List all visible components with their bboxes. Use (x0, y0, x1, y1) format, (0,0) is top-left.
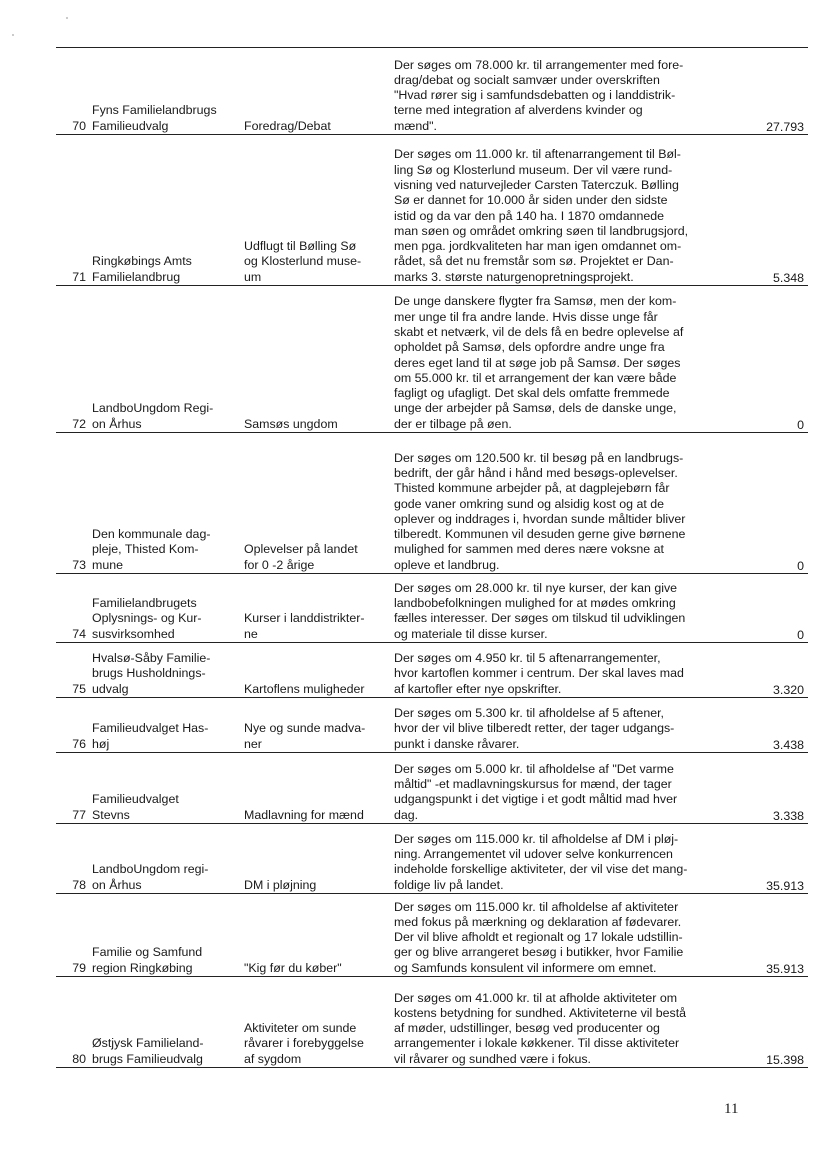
table-row (56, 573, 808, 643)
page-number: 11 (724, 1101, 739, 1117)
text-line: Stevns (92, 807, 130, 822)
text-line: De unge danskere flygter fra Samsø, men der kom- (394, 294, 677, 309)
table-row (56, 697, 808, 753)
project-description (394, 581, 739, 642)
project-description (394, 451, 739, 573)
row-number: 70 (72, 118, 86, 133)
text-line: Nye og sunde madva- (244, 721, 366, 736)
text-line: Der vil blive afholdt et regionalt og 17 lokale udstillin- (394, 930, 683, 945)
text-line: Der søges om 41.000 kr. til at afholde aktiviteter om (394, 990, 678, 1005)
project-title (244, 119, 384, 134)
text-line: gode vaner omkring sund og alsidig kost og at de (394, 496, 665, 511)
applicant-name (92, 651, 232, 697)
project-title (244, 961, 384, 976)
text-line: Thisted kommune arbejder på, at dagplejebørn får (394, 481, 670, 496)
text-line: Der søges om 5.000 kr. til afholdelse af "Det varme (394, 761, 674, 776)
table-row (56, 752, 808, 824)
text-line: unge der arbejder på Samsø, dels de danske unge, (394, 401, 677, 416)
row-number: 79 (72, 960, 86, 975)
text-line: Oplysnings- og Kur- (92, 611, 202, 626)
granted-amount: 3.438 (772, 737, 804, 752)
text-line: Familielandbrugets (92, 596, 197, 611)
text-line: indeholde forskellige aktiviteter, der vil vise det mang- (394, 862, 688, 877)
text-line: deres eget land til at søge job på Samsø. Der søges (394, 355, 681, 370)
granted-amount: 27.793 (766, 119, 804, 134)
text-line: man søen og området omkring søen til landbrugsjord, (394, 223, 689, 238)
text-line: mulighed for sammen med deres nære voksne at (394, 542, 664, 557)
text-line: susvirksomhed (92, 626, 175, 641)
text-line: hvor kartoflen kommer i centrum. Der skal laves mad (394, 666, 684, 681)
granted-amount: 5.348 (772, 270, 804, 285)
text-line: af kartofler efter nye opskrifter. (394, 681, 562, 696)
text-line: Der søges om 115.000 kr. til afholdelse af DM i pløj- (394, 831, 679, 846)
table-row (56, 976, 808, 1068)
project-title (244, 682, 384, 697)
text-line: skabt et netværk, vil de dels få en bedre oplevelse af (394, 324, 684, 339)
applicant-name (92, 945, 232, 976)
row-number: 72 (72, 416, 86, 431)
applicant-name (92, 862, 232, 893)
table-row (56, 285, 808, 433)
text-line: fælles interesser. Der søges om tilskud til udviklingen (394, 611, 686, 626)
text-line: dag. (394, 807, 419, 822)
text-line: Samsøs ungdom (244, 416, 338, 431)
text-line: rådet, så det nu fremstår som sø. Projektet er Dan- (394, 254, 674, 269)
text-line: af møder, udstillinger, besøg ved producenter og (394, 1021, 660, 1036)
text-line: tilberedt. Kommunen vil desuden gerne give børnene (394, 527, 686, 542)
text-line: fagligt og ufagligt. Det skal dels omfatte fremmede (394, 386, 670, 401)
project-title (244, 542, 384, 573)
text-line: opholdet på Samsø, dels opfordre andre unge fra (394, 340, 665, 355)
text-line: udvalg (92, 681, 129, 696)
table-row (56, 48, 808, 135)
text-line: måltid" -et madlavningskursus for mænd, der tager (394, 777, 672, 792)
text-line: og Samfunds konsulent vil informere om emnet. (394, 960, 657, 975)
text-line: udgangspunkt i det vigtige i et godt måltid mad hver (394, 792, 678, 807)
text-line: region Ringkøbing (92, 960, 193, 975)
granted-amount: 0 (797, 558, 804, 573)
text-line: Madlavning for mænd (244, 807, 364, 822)
text-line: visning ved naturvejleder Carsten Taterczuk. Bølling (394, 177, 679, 192)
applicant-name (92, 401, 232, 432)
text-line: DM i pløjning (244, 877, 317, 892)
project-description (394, 762, 739, 823)
applicant-name (92, 527, 232, 573)
text-line: ling Sø og Klosterlund museum. Der vil være rund- (394, 162, 673, 177)
applicant-name (92, 596, 232, 642)
project-title (244, 1021, 384, 1067)
text-line: og materiale til disse kurser. (394, 626, 548, 641)
row-number: 77 (72, 807, 86, 822)
granted-amount: 35.913 (766, 878, 804, 893)
text-line: Der søges om 28.000 kr. til nye kurser, der kan give (394, 580, 678, 595)
applicant-name (92, 254, 232, 285)
text-line: brugs Husholdnings- (92, 666, 206, 681)
text-line: "Kig før du køber" (244, 960, 342, 975)
text-line: Familie og Samfund (92, 945, 203, 960)
text-line: Ringkøbings Amts (92, 254, 192, 269)
text-line: Familieudvalget Has- (92, 721, 209, 736)
row-number: 78 (72, 877, 86, 892)
applicant-name (92, 103, 232, 134)
granted-amount: 3.320 (772, 682, 804, 697)
text-line: marks 3. største naturgenopretningsprojekt. (394, 269, 634, 284)
text-line: brugs Familieudvalg (92, 1051, 203, 1066)
text-line: arrangementer i lokale køkkener. Til disse aktiviteter (394, 1036, 680, 1051)
text-line: LandboUngdom regi- (92, 862, 209, 877)
project-description (394, 651, 739, 697)
text-line: drag/debat og socialt samvær under overskriften (394, 72, 660, 87)
text-line: men pga. jordkvaliteten har man igen omdannet om- (394, 239, 682, 254)
text-line: kostens betydning for sundhed. Aktiviteterne vil bestå (394, 1005, 687, 1020)
text-line: Der søges om 5.300 kr. til afholdelse af 5 aftener, (394, 706, 664, 721)
text-line: Der søges om 115.000 kr. til afholdelse af aktiviteter (394, 899, 679, 914)
applicant-name (92, 1036, 232, 1067)
project-description (394, 706, 739, 752)
text-line: vil råvarer og sundhed være i fokus. (394, 1051, 591, 1066)
text-line: mer unge til fra andre lande. Hvis disse unge får (394, 309, 658, 324)
granted-amount: 0 (797, 627, 804, 642)
text-line: Sø er dannet for 10.000 år siden under den sidste (394, 193, 668, 208)
granted-amount: 3.338 (772, 808, 804, 823)
table-row (56, 823, 808, 894)
applicant-name (92, 792, 232, 823)
table-row (56, 134, 808, 286)
text-line: bedrift, der går hånd i hånd med besøgs-oplevelser. (394, 465, 678, 480)
row-number: 73 (72, 557, 86, 572)
text-line: terne med integration af alverdens kvinder og (394, 103, 643, 118)
text-line: råvarer i forebyggelse (244, 1036, 364, 1051)
text-line: Den kommunale dag- (92, 527, 211, 542)
table-row (56, 432, 808, 574)
text-line: mune (92, 557, 123, 572)
text-line: Der søges om 11.000 kr. til aftenarrangement til Bøl- (394, 147, 681, 162)
row-number: 76 (72, 736, 86, 751)
text-line: for 0 -2 årige (244, 557, 315, 572)
text-line: ning. Arrangementet vil udover selve konkurrencen (394, 847, 673, 862)
text-line: om 55.000 kr. til et arrangement der kan være både (394, 370, 677, 385)
text-line: Udflugt til Bølling Sø (244, 239, 357, 254)
text-line: Familieudvalget (92, 792, 179, 807)
text-line: opleve et landbrug. (394, 557, 500, 572)
project-title (244, 878, 384, 893)
text-line: istid og da var den på 140 ha. I 1870 omdannede (394, 208, 665, 223)
applicant-name (92, 721, 232, 752)
text-line: Der søges om 78.000 kr. til arrangementer med fore- (394, 57, 684, 72)
text-line: høj (92, 736, 110, 751)
project-description (394, 58, 739, 134)
text-line: oplever og inddrages i, hvordan sunde måltider bliver (394, 511, 686, 526)
project-title (244, 808, 384, 823)
project-description (394, 900, 739, 976)
text-line: Der søges om 4.950 kr. til 5 aftenarrangementer, (394, 651, 661, 666)
text-line: Familielandbrug (92, 269, 181, 284)
text-line: landbobefolkningen mulighed for at mødes omkring (394, 596, 676, 611)
project-title (244, 611, 384, 642)
text-line: af sygdom (244, 1051, 302, 1066)
text-line: "Hvad rører sig i samfundsdebatten og i landdistrik- (394, 88, 676, 103)
text-line: Hvalsø-Såby Familie- (92, 651, 211, 666)
project-description (394, 832, 739, 893)
table-row (56, 893, 808, 977)
text-line: Østjysk Familieland- (92, 1036, 204, 1051)
text-line: on Århus (92, 877, 142, 892)
text-line: mænd". (394, 118, 437, 133)
row-number: 75 (72, 681, 86, 696)
project-description (394, 294, 739, 432)
text-line: pleje, Thisted Kom- (92, 542, 199, 557)
text-line: der er tilbage på øen. (394, 416, 512, 431)
granted-amount: 0 (797, 417, 804, 432)
text-line: Der søges om 120.500 kr. til besøg på en landbrugs- (394, 450, 684, 465)
text-line: hvor der vil blive tilberedt retter, der tager udgangs- (394, 721, 675, 736)
text-line: Kartoflens muligheder (244, 681, 365, 696)
text-line: Foredrag/Debat (244, 118, 331, 133)
table-row (56, 642, 808, 698)
project-description (394, 147, 739, 285)
project-title (244, 239, 384, 285)
row-number: 74 (72, 626, 86, 641)
text-line: ger og blive arrangeret besøg i butikker, hvor Familie (394, 945, 684, 960)
row-number: 80 (72, 1051, 86, 1066)
text-line: Fyns Familielandbrugs (92, 103, 217, 118)
text-line: LandboUngdom Regi- (92, 401, 214, 416)
text-line: Kurser i landdistrikter- (244, 611, 365, 626)
text-line: um (244, 269, 262, 284)
granted-amount: 35.913 (766, 961, 804, 976)
text-line: on Århus (92, 416, 142, 431)
text-line: foldige liv på landet. (394, 877, 504, 892)
row-number: 71 (72, 269, 86, 284)
granted-amount: 15.398 (766, 1052, 804, 1067)
text-line: Familieudvalg (92, 118, 169, 133)
text-line: og Klosterlund muse- (244, 254, 362, 269)
text-line: ner (244, 736, 262, 751)
project-title (244, 721, 384, 752)
text-line: med fokus på mærkning og deklaration af fødevarer. (394, 914, 682, 929)
text-line: Oplevelser på landet (244, 542, 358, 557)
project-description (394, 991, 739, 1067)
text-line: punkt i danske råvarer. (394, 736, 520, 751)
text-line: ne (244, 626, 258, 641)
project-title (244, 417, 384, 432)
text-line: Aktiviteter om sunde (244, 1021, 357, 1036)
